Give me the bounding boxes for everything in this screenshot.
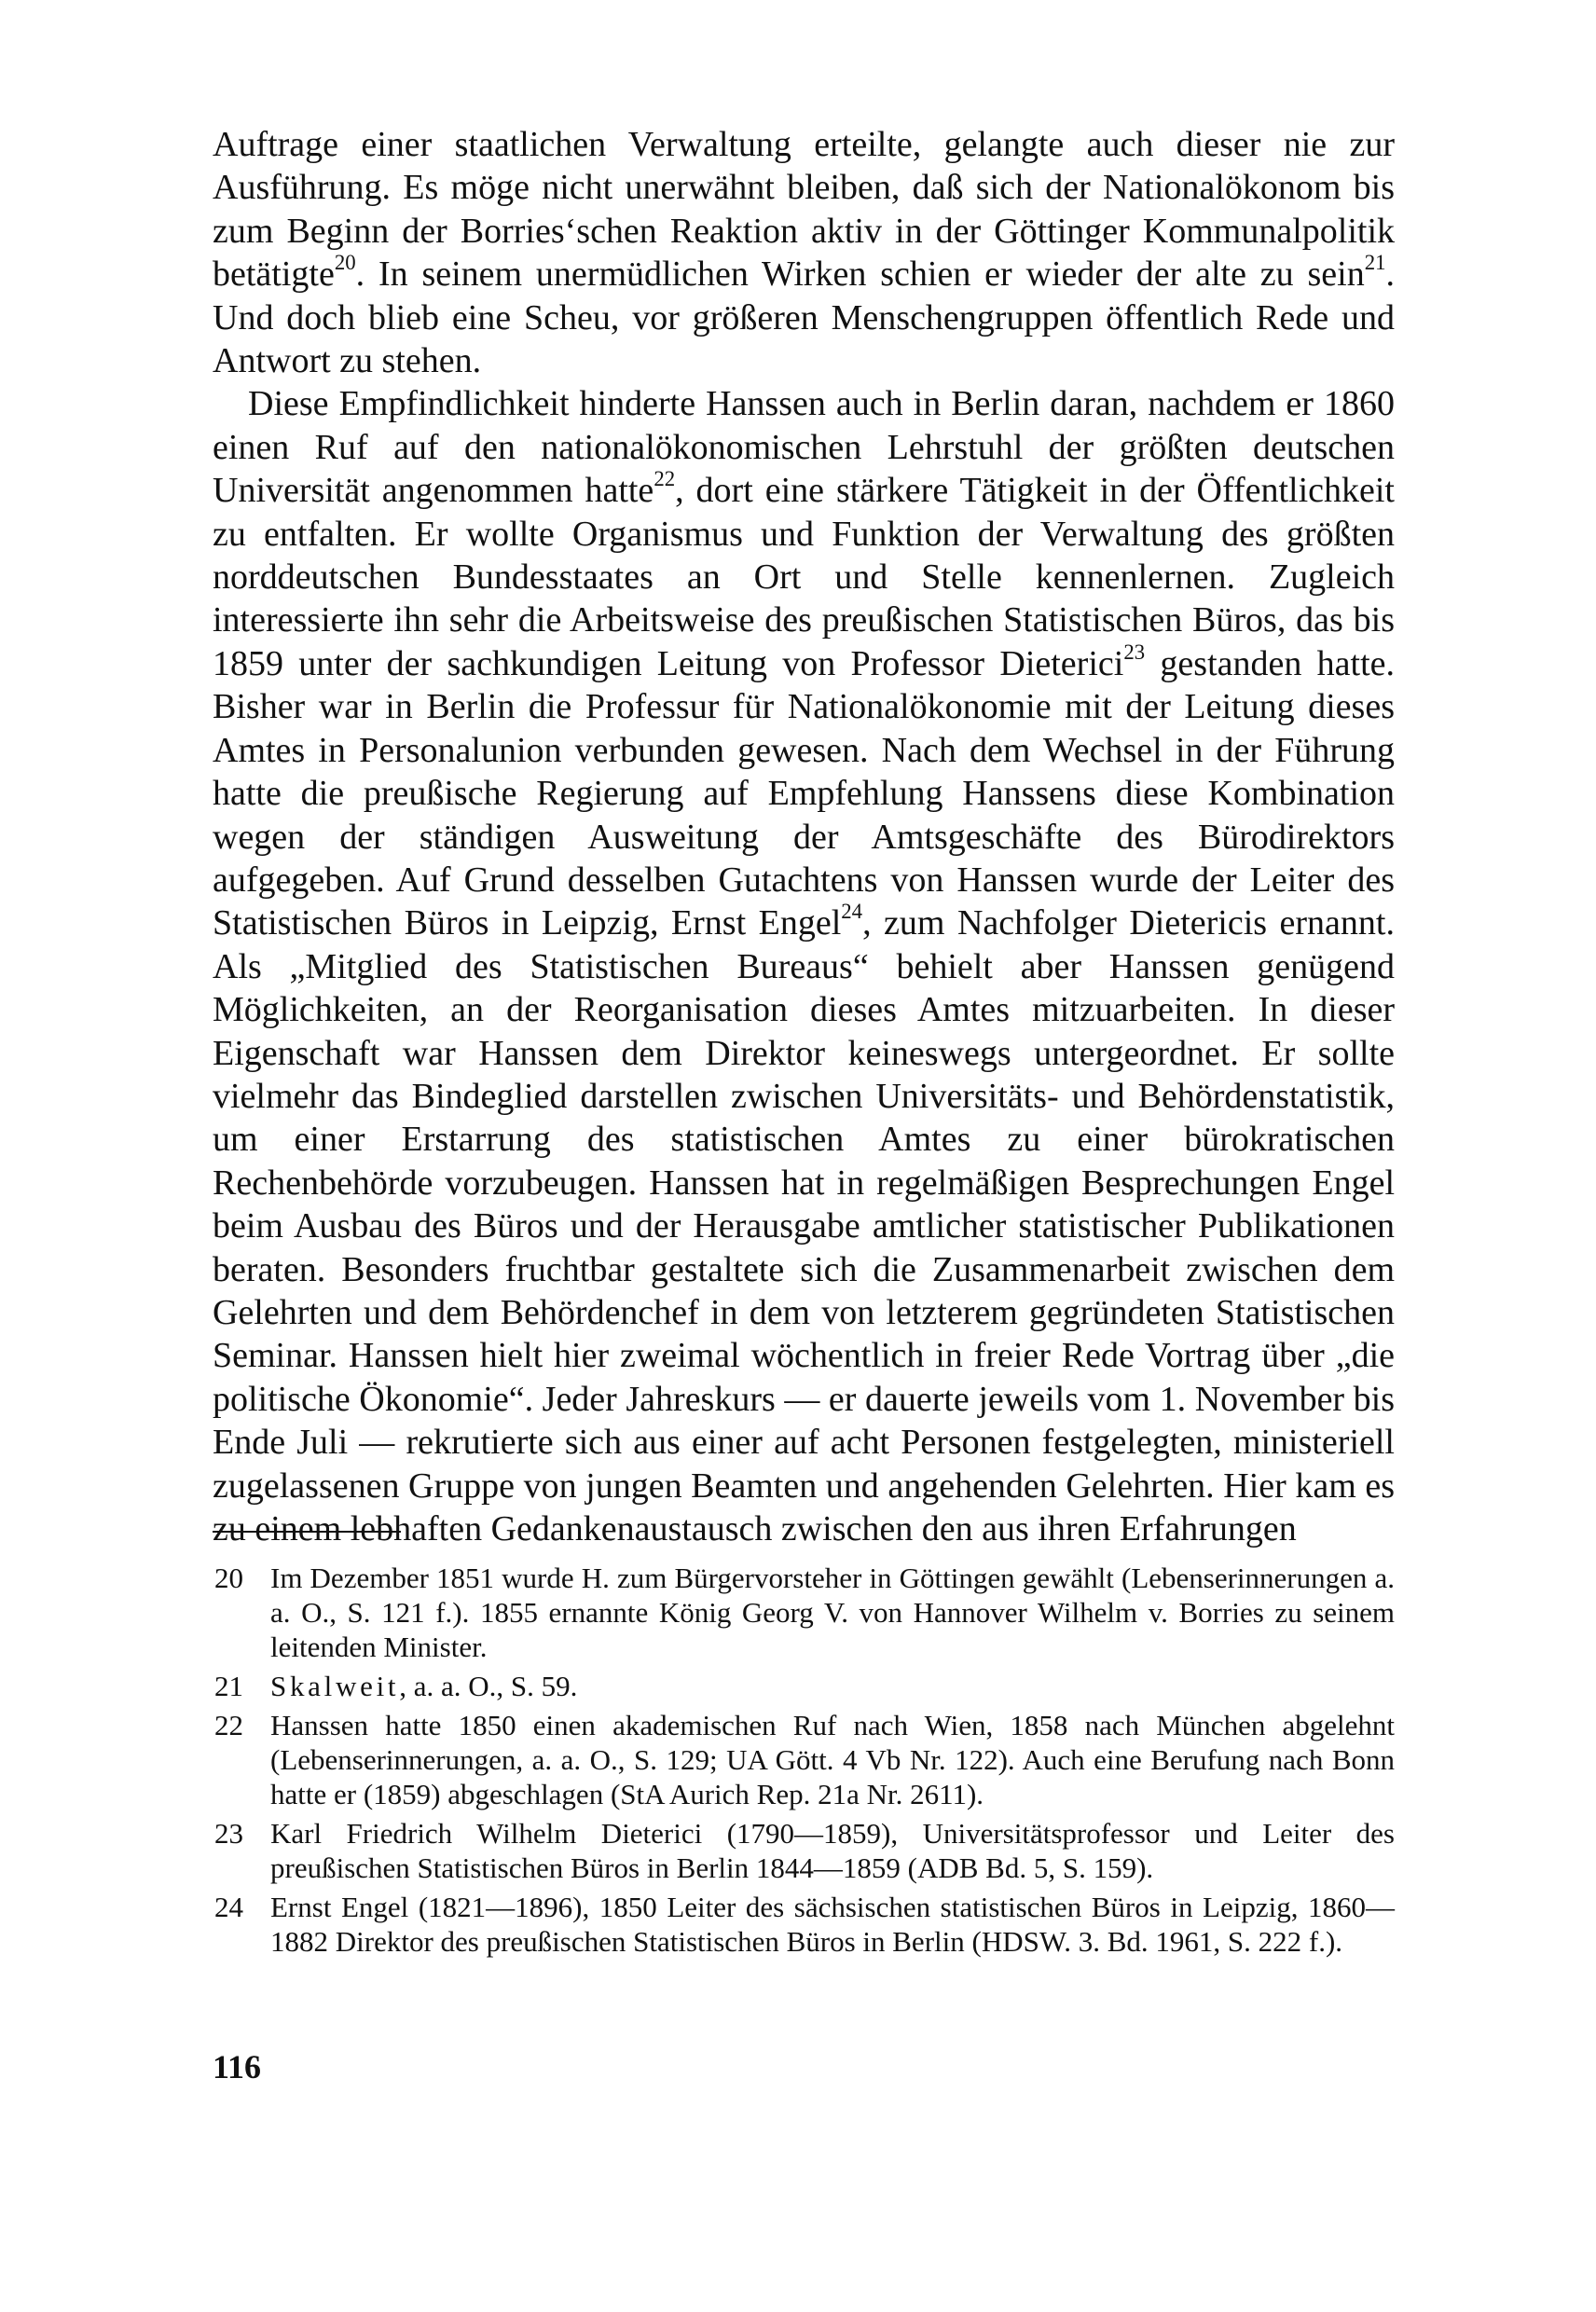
footnote-text: Ernst Engel (1821—1896), 1850 Leiter des sächsischen statistischen Büros in Leipzig, 1860—1882 Direktor des preußischen Statistischen Büros in Berlin (HDSW. 3. Bd. 1961, S. 222 f.).	[270, 1891, 1395, 1958]
footnote-20	[214, 1561, 1395, 1664]
footnote-22	[214, 1708, 1395, 1811]
footnote-number: 22	[214, 1709, 243, 1741]
footnote-text: Im Dezember 1851 wurde H. zum Bürgervorsteher in Göttingen gewählt (Lebenserinnerungen a. a. O., S. 121 f.). 1855 ernannte König Georg V. von Hannover Wilhelm v. Borries zu seinem leitenden Minister.	[270, 1562, 1395, 1663]
footnote-number: 23	[214, 1817, 243, 1850]
page-number: 116	[213, 2048, 262, 2085]
paragraph-1: Auftrage einer staatlichen Verwaltung erteilte, gelangte auch dieser nie zur Ausführung. Es möge nicht unerwähnt bleiben, daß sich der Nationalökonom bis zum Beginn der Borries‘schen Reaktion aktiv in der Göttinger Kommunalpolitik betätigte$^{20}$. In seinem unermüdlichen Wirken schien er wieder der alte zu sein$^{21}$. Und doch blieb eine Scheu, vor größeren Menschengruppen öffentlich Rede und Antwort zu stehen.	[213, 125, 1395, 381]
footnote-ref-23[interactable]: 23	[1123, 640, 1146, 664]
footnote-text: , a. a. O., S. 59.	[399, 1670, 578, 1702]
footnote-divider	[213, 1531, 401, 1533]
footnote-21	[214, 1669, 1395, 1703]
footnote-author: Skalweit	[270, 1670, 400, 1702]
footnote-text: Karl Friedrich Wilhelm Dieterici (1790—1859), Universitätsprofessor und Leiter des preußischen Statistischen Büros in Berlin 1844—1859 (ADB Bd. 5, S. 159).	[270, 1817, 1395, 1884]
paragraph-2: Diese Empfindlichkeit hinderte Hanssen auch in Berlin daran, nachdem er 1860 einen Ruf auf den nationalökonomischen Lehrstuhl der größten deutschen Universität angenommen hatte$^{22}$, dort eine stärkere Tätigkeit in der Öffentlichkeit zu entfalten. Er wollte Organismus und Funktion der Verwaltung des größten norddeutschen Bundesstaates an Ort und Stelle kennenlernen. Zugleich interessierte ihn sehr die Arbeitsweise des preußischen Statistischen Büros, das bis 1859 unter der sachkundigen Leitung von Professor Dieterici$^{23}$ gestanden hatte. Bisher war in Berlin die Professur für Nationalökonomie mit der Leitung dieses Amtes in Personalunion verbunden gewesen. Nach dem Wechsel in der Führung hatte die preußische Regierung auf Empfehlung Hanssens diese Kombination wegen der ständigen Ausweitung der Amtsgeschäfte des Bürodirektors aufgegeben. Auf Grund desselben Gutachtens von Hanssen wurde der Leiter des Statistischen Büros in Leipzig, Ernst Engel$^{24}$, zum Nachfolger Dietericis ernannt. Als „Mitglied des Statistischen Bureaus“ behielt aber Hanssen genügend Möglichkeiten, an der Reorganisation dieses Amtes mitzuarbeiten. In dieser Eigenschaft war Hanssen dem Direktor keineswegs untergeordnet. Er sollte vielmehr das Bindeglied darstellen zwischen Universitäts- und Behördenstatistik, um einer Erstarrung des statistischen Amtes zu einer bürokratischen Rechenbehörde vorzubeugen. Hanssen hat in regelmäßigen Besprechungen Engel beim Ausbau des Büros und der Herausgabe amtlicher statistischer Publikationen beraten. Besonders fruchtbar gestaltete sich die Zusammenarbeit zwischen dem Gelehrten und dem Behördenchef in dem von letzterem gegründeten Statistischen Seminar. Hanssen hielt hier zweimal wöchentlich in freier Rede Vortrag über „die politische Ökonomie“. Jeder Jahreskurs — er dauerte jeweils vom 1. November bis Ende Juli — rekrutierte sich aus einer auf acht Personen festgelegten, ministeriell zugelassenen Gruppe von jungen Beamten und angehenden Gelehrten. Hier kam es zu einem lebhaften Gedankenaustausch zwischen den aus ihren Erfahrungen	[213, 384, 1396, 1548]
footnotes	[214, 1561, 1395, 1963]
footnote-number: 24	[214, 1891, 243, 1923]
footnote-text: Hanssen hatte 1850 einen akademischen Ruf nach Wien, 1858 nach München abgelehnt (Lebenserinnerungen, a. a. O., S. 129; UA Gött. 4 Vb Nr. 122). Auch eine Berufung nach Bonn hatte er (1859) abgeschlagen (StA Aurich Rep. 21a Nr. 2611).	[270, 1709, 1395, 1810]
footnote-ref-22[interactable]: 22	[654, 467, 676, 491]
footnote-number: 20	[214, 1562, 243, 1594]
main-text	[213, 123, 1395, 1550]
footnote-number: 21	[214, 1670, 243, 1702]
footnote-23	[214, 1816, 1395, 1885]
footnote-ref-24[interactable]: 24	[841, 900, 863, 924]
footnote-24	[214, 1890, 1395, 1959]
footnote-ref-20[interactable]: 20	[334, 251, 356, 275]
footnote-ref-21[interactable]: 21	[1364, 251, 1386, 275]
